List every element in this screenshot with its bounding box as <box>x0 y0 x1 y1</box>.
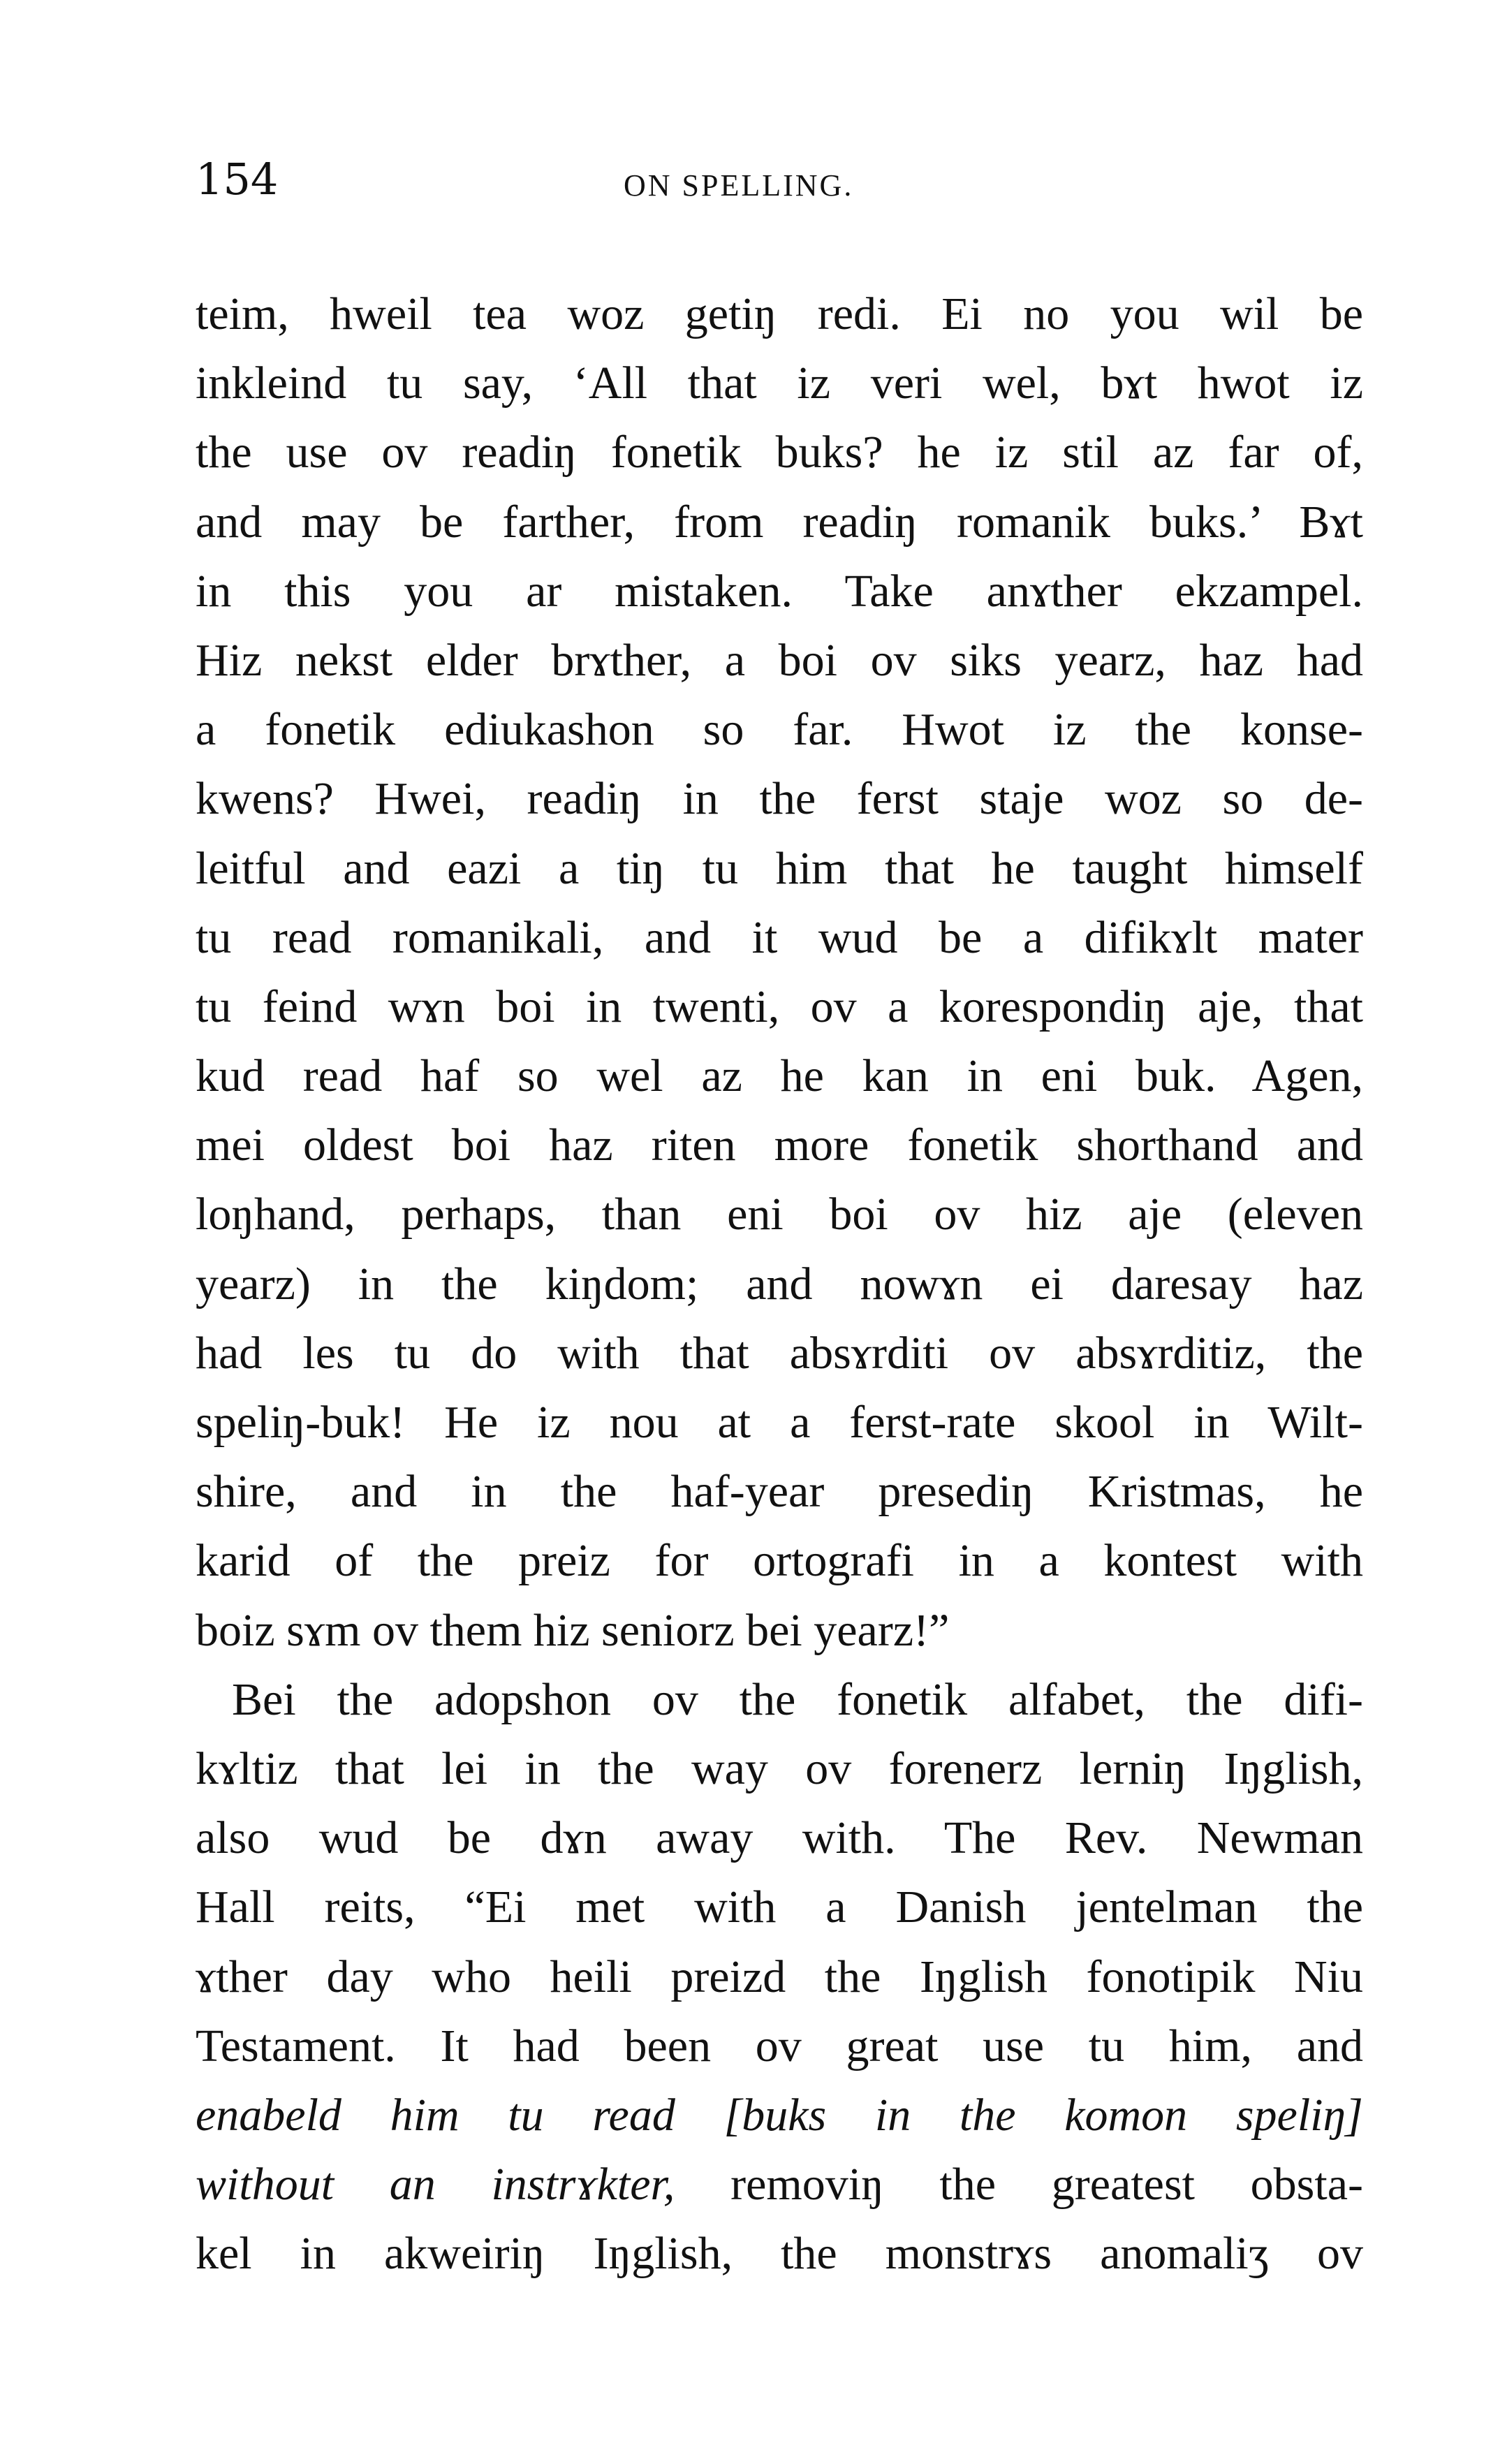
text-line: teim, hweil tea woz getiŋ redi. Ei no you wil be <box>196 288 1363 339</box>
text-line: a fonetik ediukashon so far. Hwot iz the konse- <box>196 704 1363 756</box>
text-segment: removiŋ the greatest obsta- <box>675 2159 1363 2210</box>
text-line: tu feind wɤn boi in twenti, ov a korespondiŋ aje, that <box>196 981 1363 1032</box>
text-line: kɤltiz that lei in the way ov forenerz lerniŋ Iŋglish, <box>196 1743 1363 1794</box>
text-line: also wud be dɤn away with. The Rev. Newman <box>196 1812 1363 1864</box>
text-line: Hall reits, “Ei met with a Danish jentelman the <box>196 1882 1363 1933</box>
mixed-text-line <box>196 2150 1363 2219</box>
text-line: karid of the preiz for ortografi in a kontest with <box>196 1535 1363 1587</box>
text-line: leitful and eazi a tiŋ tu him that he taught himself <box>196 842 1363 894</box>
page-header <box>0 0 1507 251</box>
text-line: mei oldest boi haz riten more fonetik shorthand and <box>196 1120 1363 1171</box>
text-line: ɤther day who heili preizd the Iŋglish fonotipik Niu <box>196 1951 1363 2002</box>
text-line: speliŋ-buk! He iz nou at a ferst-rate skool in Wilt- <box>196 1397 1363 1448</box>
text-line: yearz) in the kiŋdom; and nowɤn ei daresay haz <box>196 1258 1363 1310</box>
text-line: shire, and in the haf-year presediŋ Kristmas, he <box>196 1466 1363 1518</box>
text-line: inkleind tu say, ‘All that iz veri wel, bɤt hwot iz <box>196 358 1363 409</box>
paragraph-end-line: boiz sɤm ov them hiz seniorz bei yearz!” <box>196 1604 950 1656</box>
text-line: had les tu do with that absɤrditi ov absɤrditiz, the <box>196 1327 1363 1379</box>
text-line: kud read haf so wel az he kan in eni buk. Agen, <box>196 1050 1363 1102</box>
text-line: kwens? Hwei, readiŋ in the ferst staje woz so de- <box>196 773 1363 825</box>
running-head: ON SPELLING. <box>624 168 854 203</box>
paragraph-first-line: Bei the adopshon ov the fonetik alfabet, the difi- <box>232 1673 1363 1725</box>
page-number: 154 <box>196 154 279 205</box>
text-line: the use ov readiŋ fonetik buks? he iz stil az far of, <box>196 427 1363 478</box>
text-line: in this you ar mistaken. Take anɤther ekzampel. <box>196 565 1363 617</box>
text-line: Testament. It had been ov great use tu him, and <box>196 2020 1363 2071</box>
text-line: kel in akweiriŋ Iŋglish, the monstrɤs anomaliʒ ov <box>196 2228 1363 2280</box>
text-line: tu read romanikali, and it wud be a difikɤlt mater <box>196 911 1363 963</box>
italic-text-line: enabeld him tu read [buks in the komon speliŋ] <box>196 2089 1363 2141</box>
italic-phrase: without an instrɤkter, <box>196 2159 675 2210</box>
body-text <box>196 279 1363 2288</box>
text-line: Hiz nekst elder brɤther, a boi ov siks yearz, haz had <box>196 634 1363 686</box>
text-line: and may be farther, from readiŋ romanik buks.’ Bɤt <box>196 496 1363 548</box>
text-line: loŋhand, perhaps, than eni boi ov hiz aje (eleven <box>196 1189 1363 1240</box>
